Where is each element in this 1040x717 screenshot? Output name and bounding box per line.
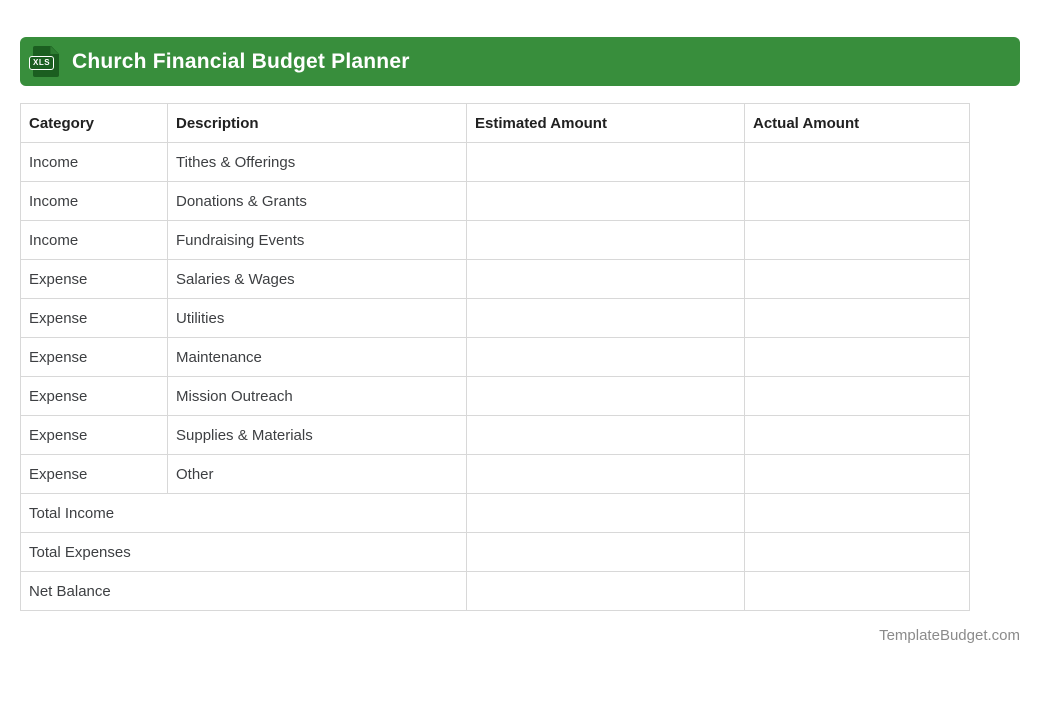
table-row xyxy=(21,221,970,260)
estimated-amount-cell xyxy=(467,533,745,572)
budget-table-body xyxy=(21,143,970,611)
actual-amount-cell xyxy=(745,494,970,533)
summary-row xyxy=(21,572,970,611)
actual-amount-cell xyxy=(745,455,970,494)
estimated-amount-cell xyxy=(467,221,745,260)
table-row xyxy=(21,377,970,416)
column-header-category: Category xyxy=(21,104,168,143)
estimated-amount-cell xyxy=(467,143,745,182)
watermark: TemplateBudget.com xyxy=(879,627,1020,644)
category-cell: Expense xyxy=(21,377,168,416)
category-cell: Expense xyxy=(21,260,168,299)
estimated-amount-cell xyxy=(467,377,745,416)
table-header-row xyxy=(21,104,970,143)
estimated-amount-cell xyxy=(467,338,745,377)
actual-amount-cell xyxy=(745,143,970,182)
description-cell: Donations & Grants xyxy=(168,182,467,221)
table-row xyxy=(21,182,970,221)
summary-label-cell: Total Expenses xyxy=(21,533,467,572)
category-cell: Expense xyxy=(21,299,168,338)
table-row xyxy=(21,143,970,182)
actual-amount-cell xyxy=(745,338,970,377)
actual-amount-cell xyxy=(745,221,970,260)
category-cell: Income xyxy=(21,182,168,221)
estimated-amount-cell xyxy=(467,182,745,221)
budget-table xyxy=(20,103,970,611)
estimated-amount-cell xyxy=(467,299,745,338)
summary-row xyxy=(21,494,970,533)
summary-label-cell: Total Income xyxy=(21,494,467,533)
actual-amount-cell xyxy=(745,533,970,572)
table-row xyxy=(21,299,970,338)
page-title: Church Financial Budget Planner xyxy=(72,49,410,73)
summary-row xyxy=(21,533,970,572)
estimated-amount-cell xyxy=(467,260,745,299)
actual-amount-cell xyxy=(745,182,970,221)
table-row xyxy=(21,455,970,494)
actual-amount-cell xyxy=(745,299,970,338)
description-cell: Fundraising Events xyxy=(168,221,467,260)
xls-file-icon xyxy=(33,46,59,77)
header-bar xyxy=(20,37,1020,86)
description-cell: Mission Outreach xyxy=(168,377,467,416)
estimated-amount-cell xyxy=(467,455,745,494)
category-cell: Expense xyxy=(21,416,168,455)
description-cell: Maintenance xyxy=(168,338,467,377)
estimated-amount-cell xyxy=(467,494,745,533)
actual-amount-cell xyxy=(745,572,970,611)
category-cell: Expense xyxy=(21,455,168,494)
category-cell: Expense xyxy=(21,338,168,377)
table-row xyxy=(21,416,970,455)
column-header-estimated-amount: Estimated Amount xyxy=(467,104,745,143)
description-cell: Salaries & Wages xyxy=(168,260,467,299)
xls-icon-label: XLS xyxy=(29,56,54,70)
category-cell: Income xyxy=(21,143,168,182)
actual-amount-cell xyxy=(745,260,970,299)
description-cell: Supplies & Materials xyxy=(168,416,467,455)
page xyxy=(20,37,1020,644)
estimated-amount-cell xyxy=(467,416,745,455)
column-header-description: Description xyxy=(168,104,467,143)
estimated-amount-cell xyxy=(467,572,745,611)
summary-label-cell: Net Balance xyxy=(21,572,467,611)
description-cell: Tithes & Offerings xyxy=(168,143,467,182)
table-row xyxy=(21,338,970,377)
actual-amount-cell xyxy=(745,416,970,455)
description-cell: Utilities xyxy=(168,299,467,338)
column-header-actual-amount: Actual Amount xyxy=(745,104,970,143)
description-cell: Other xyxy=(168,455,467,494)
actual-amount-cell xyxy=(745,377,970,416)
table-row xyxy=(21,260,970,299)
category-cell: Income xyxy=(21,221,168,260)
